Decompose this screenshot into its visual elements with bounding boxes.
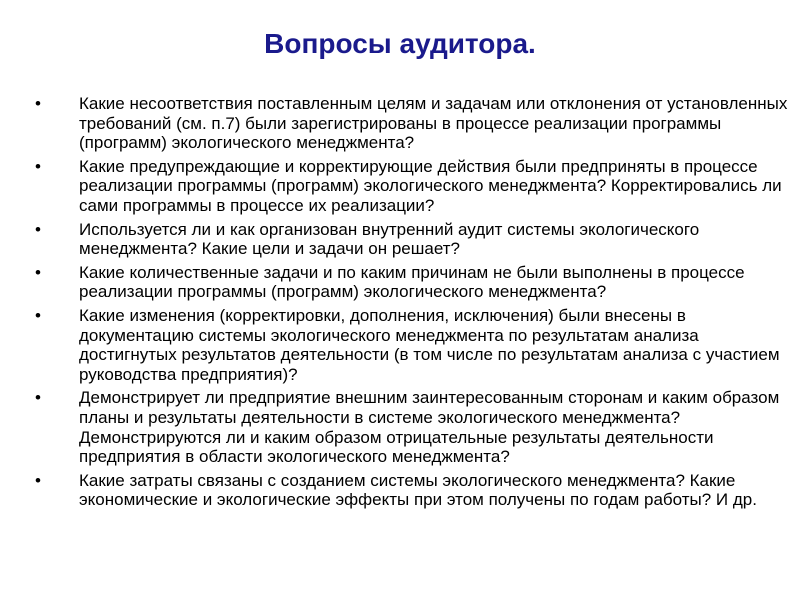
- list-item: [35, 94, 795, 153]
- list-item-text: Какие несоответствия поставленным целям и задачам или отклонения от установленных требований (см. п.7) были зарегистрированы в процессе реализации программы (программ) экологического менеджмента?: [79, 94, 788, 153]
- list-item-text: Используется ли и как организован внутренний аудит системы экологического менеджмента? Какие цели и задачи он решает?: [79, 219, 700, 259]
- list-item: [35, 263, 795, 302]
- list-item-text: Какие предупреждающие и корректирующие действия были предприняты в процессе реализации программы (программ) экологического менеджмента? Корректировались ли сами программы в процессе их реализации?: [79, 156, 782, 215]
- bullet-icon: •: [35, 388, 41, 408]
- bullet-icon: •: [35, 470, 41, 490]
- list-item-text: Какие количественные задачи и по каким причинам не были выполнены в процессе реализации программы (программ) экологического менеджмента?: [79, 262, 745, 302]
- list-item: [35, 220, 795, 259]
- list-item-text: Какие изменения (корректировки, дополнения, исключения) были внесены в документацию системы экологического менеджмента по результатам анализа достигнутых результатов деятельности (в том числе по результатам анализа с участием руководства предприятия)?: [79, 305, 780, 384]
- list-item: [35, 388, 795, 466]
- bullet-icon: •: [35, 156, 41, 176]
- list-item-text: Демонстрирует ли предприятие внешним заинтересованным сторонам и каким образом планы и результаты деятельности в системе экологического менеджмента? Демонстрируются ли и каким образом отрицательные результаты деятельности предприятия в области экологического менеджмента?: [79, 388, 780, 467]
- bullet-icon: •: [35, 262, 41, 282]
- bullet-icon: •: [35, 219, 41, 239]
- slide-title: Вопросы аудитора.: [264, 28, 536, 59]
- list-item: [35, 306, 795, 384]
- bullet-icon: •: [35, 94, 41, 113]
- bullet-icon: •: [35, 305, 41, 325]
- list-item: [35, 157, 795, 216]
- list-item-text: Какие затраты связаны с созданием системы экологического менеджмента? Какие экономические и экологические эффекты при этом получены по годам работы? И др.: [79, 470, 757, 510]
- list-item: [35, 471, 795, 510]
- question-list: [35, 94, 795, 514]
